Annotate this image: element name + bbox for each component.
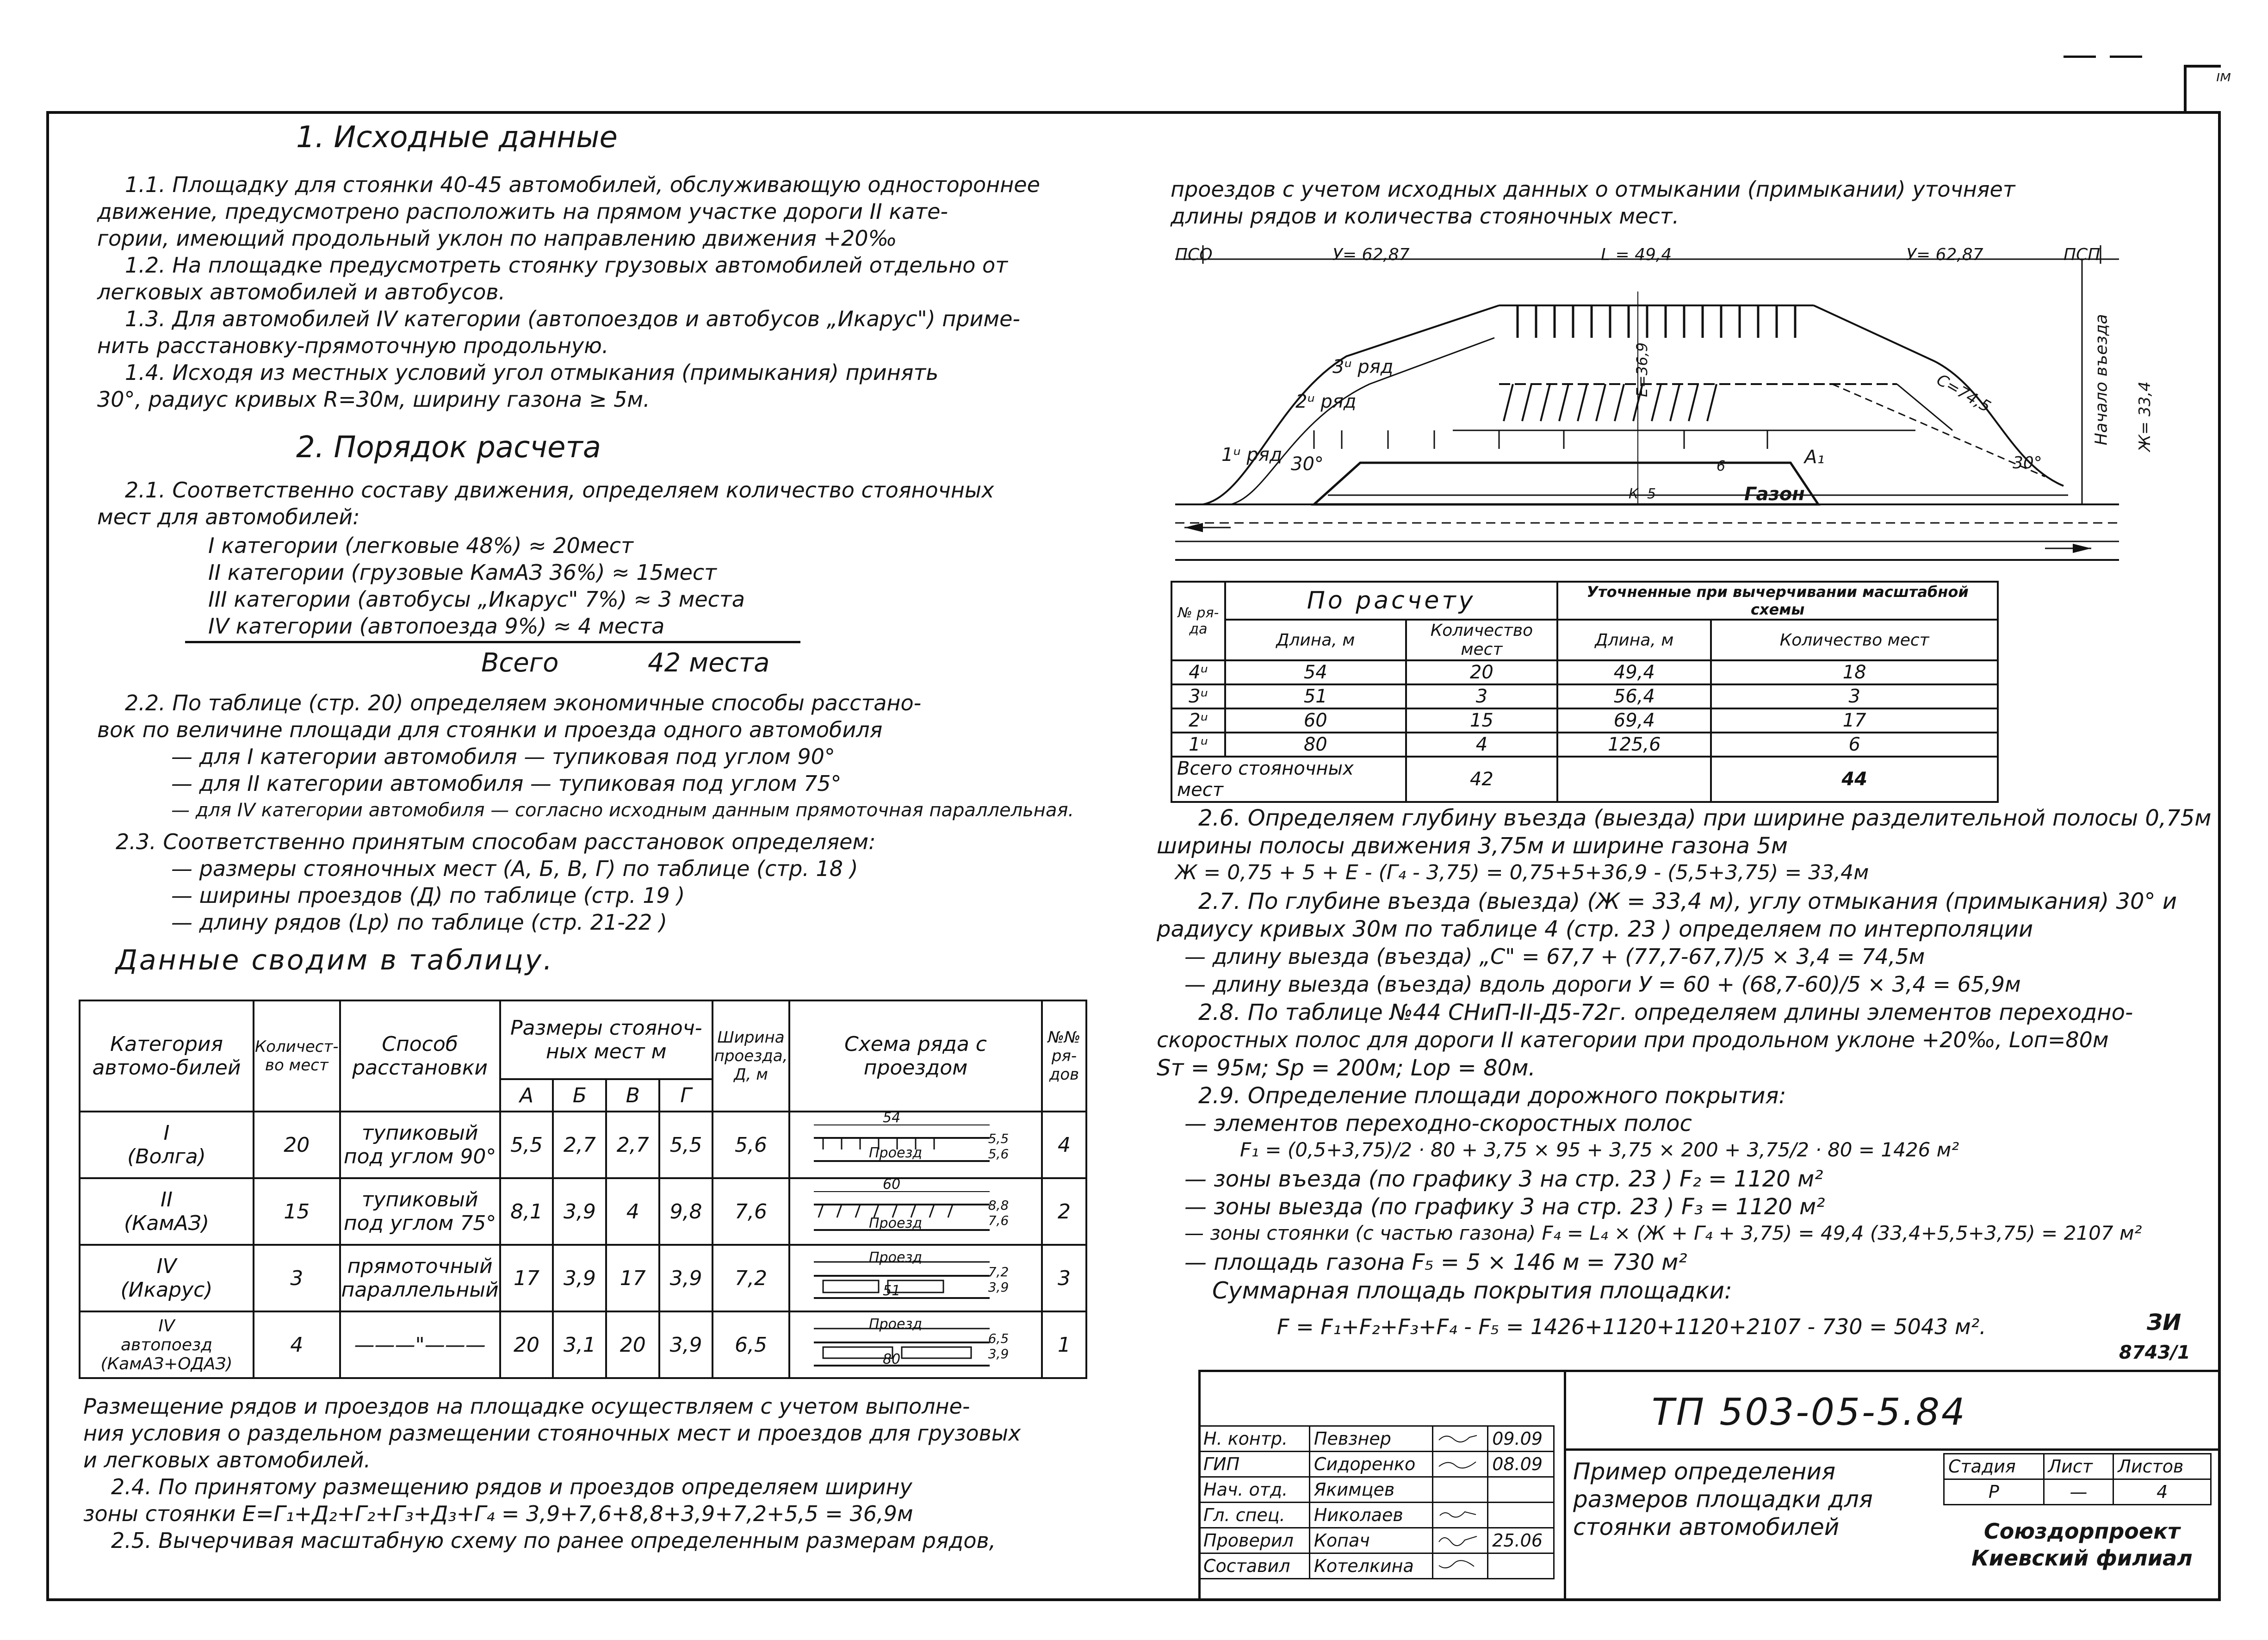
corner-tick-left [2064,56,2096,58]
th-sizes: Размеры стояноч-ных мест м [500,1000,713,1079]
cell-total: 42 [1406,757,1558,802]
signature-role: Проверил [1199,1528,1310,1553]
text-line: — ширины проездов (Д) по таблице (стр. 19 ) [171,883,685,908]
corner-tick-mid [2110,56,2142,58]
text-line: — размеры стояночных мест (А, Б, В, Г) по таблице (стр. 18 ) [171,856,858,881]
cell-v: 4 [606,1178,659,1245]
cell-name: (Волга) [127,1145,206,1168]
scheme-label: Проезд [869,1145,923,1161]
category-list [208,532,745,640]
text-line: гории, имеющий продольный уклон по направлению движения +20‰ [97,226,897,251]
cell-a: 5,5 [500,1112,553,1178]
section1-text [97,171,1040,413]
text-line: длины рядов и количества стояночных мест. [1171,204,1679,229]
text-line: — зоны выезда (по графику 3 на стр. 23 ) F₃ = 1120 м² [1184,1194,1825,1220]
scheme-label: Проезд [869,1316,923,1332]
cell-method: тупиковый под углом 75° [340,1178,500,1245]
cell-v: 20 [606,1311,659,1378]
doc-code: ТП 503-05-5.84 [1652,1391,1967,1434]
signature-date [1488,1503,1554,1528]
signature-role: Составил [1199,1553,1310,1579]
cell-method: тупиковый под углом 90° [340,1112,500,1178]
cell-cnt: 3 [1406,684,1558,708]
scheme-dims: 7,2 3,9 [988,1264,1009,1295]
summary-title: Данные сводим в таблицу. [116,944,554,976]
category-line: I категории (легковые 48%) ≈ 20мест [208,533,633,558]
text-line: легковых автомобилей и автобусов. [97,280,506,304]
text-line: 2.8. По таблице №44 СНиП-II-Д5-72г. определяем длины элементов переходно- [1198,1000,2133,1025]
stamp-code: 8743/1 [2119,1342,2190,1363]
cell-cat: II [161,1188,173,1211]
table-row [1171,708,1998,733]
diagram-y2-label: У= 62,87 [1906,245,1983,264]
cell-row: 3 [1042,1245,1086,1311]
cell-cnt2: 17 [1711,708,1998,733]
signature-scribble [1433,1528,1488,1553]
cell-g: 3,9 [659,1245,713,1311]
cell-len: 60 [1225,708,1406,733]
cell-g: 9,8 [659,1178,713,1245]
table-row [80,1112,1086,1178]
text-line: — для IV категории автомобиля — согласно исходным данным прямоточная параллельная. [171,800,1074,821]
signature-row [1199,1477,1554,1503]
text-line: Sт = 95м; Sр = 200м; Lор = 80м. [1157,1055,1536,1081]
cell-total2: 44 [1711,757,1998,802]
text-line: 1.1. Площадку для стоянки 40-45 автомобилей, обслуживающую одностороннее [125,172,1040,197]
corner-bracket [2184,65,2187,111]
stage-value: Р [1944,1479,2044,1505]
text-line: 2.6. Определяем глубину въезда (выезда) при ширине разделительной полосы 0,75м [1198,805,2212,831]
scheme-label: Проезд [869,1215,923,1231]
signature-scribble [1433,1553,1488,1579]
cell-len2: 125,6 [1557,733,1711,757]
text-line: 2.5. Вычерчивая масштабную схему по ранее определенным размерам рядов, [111,1528,996,1553]
text-line: 2.3. Соответственно принятым способам расстановок определяем: [116,829,876,854]
signature-scribble [1433,1426,1488,1452]
cell-d: 7,6 [713,1178,789,1245]
cell-len: 54 [1225,660,1406,684]
cell-name: (КамАЗ) [124,1211,210,1235]
signature-date: 08.09 [1488,1452,1554,1477]
text-line: 2.2. По таблице (стр. 20) определяем экономичные способы расстано- [125,690,922,715]
parking-table [79,1000,1087,1379]
total-value: 42 места [648,648,770,678]
text-line: — зоны въезда (по графику 3 на стр. 23 ) F₂ = 1120 м² [1184,1166,1823,1192]
sheets-header: Листов [2113,1454,2211,1479]
th-refined: Уточненные при вычерчивании масштабной схемы [1557,582,1998,620]
signature-date [1488,1477,1554,1503]
text-line: 2.7. По глубине въезда (выезда) (Ж = 33,4 м), углу отмыкания (примыкания) 30° и [1198,888,2177,914]
cell-d: 5,6 [713,1112,789,1178]
cell-b: 2,7 [553,1112,606,1178]
text-line: Размещение рядов и проездов на площадке осуществляем с учетом выполне- [83,1394,970,1419]
scheme-cell [789,1311,1042,1378]
corner-mark: ᴵᴹ [2216,69,2231,93]
signature-scribble-icon [1437,1558,1479,1572]
signature-scribble-icon [1437,1533,1479,1547]
text-line: вок по величине площади для стоянки и проезда одного автомобиля [97,717,883,742]
th-cnt2: Количество мест [1711,620,1998,660]
scheme-length: 60 [883,1176,901,1193]
diagram-a1-label: A₁ [1804,447,1825,468]
cell-n: 1ᵘ [1171,733,1225,757]
cell-cnt: 15 [1406,708,1558,733]
cell-d: 6,5 [713,1311,789,1378]
diagram-psp-label: ПСП [2064,245,2101,264]
th-b: Б [553,1079,606,1112]
title-block-divider [1564,1370,1566,1601]
th-width: Ширина проезда, Д, м [713,1000,789,1112]
signature-date: 25.06 [1488,1528,1554,1553]
cell-a: 8,1 [500,1178,553,1245]
cell-len2: 56,4 [1557,684,1711,708]
signature-role: Нач. отд. [1199,1477,1310,1503]
table-row [1171,660,1998,684]
cell-a: 20 [500,1311,553,1378]
cell-b: 3,9 [553,1178,606,1245]
scheme-length: 80 [883,1351,901,1367]
cell-g: 5,5 [659,1112,713,1178]
diagram-k-label: К [1629,486,1639,502]
text-line: — для II категории автомобиля — тупиковая под углом 75° [171,771,842,796]
th-calc: По расчету [1225,582,1557,620]
cell-cnt: 20 [1406,660,1558,684]
cell-len: 80 [1225,733,1406,757]
cell-count: 3 [254,1245,340,1311]
scheme-dims: 8,8 7,6 [988,1198,1009,1228]
signature-table [1198,1425,1555,1579]
cell-count: 15 [254,1178,340,1245]
th-scheme: Схема ряда с проездом [789,1000,1042,1112]
text-line: 1.2. На площадке предусмотреть стоянку грузовых автомобилей отдельно от [125,253,1008,278]
signature-scribble [1433,1452,1488,1477]
cell-cat: IV [158,1316,175,1336]
table-row [1171,733,1998,757]
signature-scribble-icon [1437,1507,1479,1521]
table-row [1171,684,1998,708]
cell-name: (Икарус) [120,1278,213,1302]
diagram-start-label: Начало въезда [2092,314,2111,446]
cell-cat: IV [156,1255,177,1278]
cell-g: 3,9 [659,1311,713,1378]
right-top-text [1171,176,2015,230]
diagram-six-label: 6 [1716,458,1726,474]
cell-v: 17 [606,1245,659,1311]
total-label: Всего [481,648,559,678]
section-2-2 [97,690,1074,824]
diagram-row1-label: 1ᵘ ряд [1221,444,1283,466]
diagram-c-label: С=74,5 [1933,370,1994,416]
signature-scribble [1433,1477,1488,1503]
signature-name: Певзнер [1309,1426,1432,1452]
sheet-header: Лист [2044,1454,2113,1479]
th-count: Количест-во мест [254,1000,340,1112]
diagram-e-label: E=36,9 [1633,342,1651,398]
cell-b: 3,9 [553,1245,606,1311]
cell-a: 17 [500,1245,553,1311]
total-underline [185,641,800,643]
cell-b: 3,1 [553,1311,606,1378]
scheme-dims: 6,5 3,9 [988,1331,1009,1361]
cell-row: 2 [1042,1178,1086,1245]
text-line: мест для автомобилей: [97,504,360,529]
cell-len2: 49,4 [1557,660,1711,684]
text-line: — длину рядов (Lр) по таблице (стр. 21-22 ) [171,910,667,935]
text-line: — площадь газона F₅ = 5 × 146 м = 730 м² [1184,1249,1687,1275]
signature-name: Котелкина [1309,1553,1432,1579]
corner-bracket-top [2184,65,2221,68]
section2-title: 2. Порядок расчета [296,430,601,465]
th-row-number: № ря-да [1171,582,1225,660]
category-line: III категории (автобусы „Икарус" 7%) ≈ 3 места [208,587,745,612]
text-line: и легковых автомобилей. [83,1447,371,1472]
cell-len: 51 [1225,684,1406,708]
diagram-five-label: 5 [1647,486,1656,502]
signature-row [1199,1553,1554,1579]
scheme-cell [789,1245,1042,1311]
diagram-row2-label: 2ᵘ ряд [1295,391,1357,412]
text-line: 1.4. Исходя из местных условий угол отмыкания (примыкания) принять [125,360,939,385]
signature-scribble-icon [1437,1456,1479,1470]
cell-method: ———"——— [340,1311,500,1378]
scheme-length: 54 [883,1110,901,1126]
cell-method: прямоточный параллельный [340,1245,500,1311]
text-line: радиусу кривых 30м по таблице 4 (стр. 23 ) определяем по интерполяции [1157,916,2033,942]
text-line: ширины полосы движения 3,75м и ширине газона 5м [1157,833,1788,859]
cell-n: 3ᵘ [1171,684,1225,708]
rows-table [1171,581,1999,803]
table-row [80,1311,1086,1378]
diagram-pso-label: ПСО [1175,245,1213,264]
stamp-mark: ЗИ [2147,1310,2181,1336]
th-len: Длина, м [1225,620,1406,660]
text-line: зоны стоянки E=Г₁+Д₂+Г₂+Г₃+Д₃+Г₄ = 3,9+7,6+8,8+3,9+7,2+5,5 = 36,9м [83,1501,913,1526]
signature-scribble-icon [1437,1431,1479,1445]
signature-date: 09.09 [1488,1426,1554,1452]
th-cnt: Количество мест [1406,620,1558,660]
scheme-cell [789,1112,1042,1178]
signature-row [1199,1528,1554,1553]
cell-cnt2: 3 [1711,684,1998,708]
signature-scribble [1433,1503,1488,1528]
text-line: — элементов переходно-скоростных полос [1184,1111,1692,1137]
text-line: Суммарная площадь покрытия площадки: [1212,1277,1732,1304]
text-line: — длину выезда (въезда) „С" = 67,7 + (77,7-67,7)/5 × 3,4 = 74,5м [1184,944,1925,969]
cell-cat: I [163,1121,170,1145]
scheme-cell [789,1178,1042,1245]
text-line: Ж = 0,75 + 5 + E - (Г₄ - 3,75) = 0,75+5+36,9 - (5,5+3,75) = 33,4м [1175,861,1869,884]
text-line: F₁ = (0,5+3,75)/2 · 80 + 3,75 × 95 + 3,75 × 200 + 3,75/2 · 80 = 1426 м² [1240,1138,1959,1161]
category-line: IV категории (автопоезда 9%) ≈ 4 места [208,614,665,639]
organization-name: Союздорпроект Киевский филиал [1971,1519,2193,1571]
table-row [80,1178,1086,1245]
cell-v: 2,7 [606,1112,659,1178]
stage-header: Стадия [1944,1454,2044,1479]
th-a: А [500,1079,553,1112]
cell-n: 4ᵘ [1171,660,1225,684]
signature-name: Якимцев [1309,1477,1432,1503]
text-line: 2.1. Соответственно составу движения, определяем количество стояночных [125,478,994,503]
signature-row [1199,1503,1554,1528]
section2-intro [97,477,994,530]
signature-name: Николаев [1309,1503,1432,1528]
cell-row: 1 [1042,1311,1086,1378]
doc-title: Пример определения размеров площадки для стоянки автомобилей [1573,1458,1873,1541]
scheme-label: Проезд [869,1249,923,1266]
scheme-dims: 5,5 5,6 [988,1131,1009,1162]
scheme-length: 51 [883,1283,901,1299]
th-len2: Длина, м [1557,620,1711,660]
text-line: нить расстановку-прямоточную продольную. [97,333,609,358]
section1-title: 1. Исходные данные [296,120,618,155]
text-line: 1.3. Для автомобилей IV категории (автопоездов и автобусов „Икарус") приме- [125,306,1021,331]
th-row: №№ ря-дов [1042,1000,1086,1112]
table-row [80,1245,1086,1311]
cell-count: 4 [254,1311,340,1378]
signature-name: Сидоренко [1309,1452,1432,1477]
category-line: II категории (грузовые КамАЗ 36%) ≈ 15мест [208,560,717,585]
cell-count: 20 [254,1112,340,1178]
left-bottom-text [83,1393,1021,1554]
diagram-zh-label: Ж= 33,4 [2135,381,2154,452]
cell-name: автопоезд (КамАЗ+ОДАЗ) [100,1335,233,1373]
diagram-y1-label: У= 62,87 [1332,245,1410,264]
th-v: В [606,1079,659,1112]
th-category: Категория автомо-билей [80,1000,254,1112]
text-line: — для I категории автомобиля — тупиковая под углом 90° [171,744,835,769]
signature-date [1488,1553,1554,1579]
th-g: Г [659,1079,713,1112]
signature-role: Н. контр. [1199,1426,1310,1452]
text-line: проездов с учетом исходных данных о отмыкании (примыкании) уточняет [1171,177,2015,202]
diagram-angle2-label: 30° [2013,453,2042,472]
table-total-row [1171,757,1998,802]
cell-cnt2: 6 [1711,733,1998,757]
th-method: Способ расстановки [340,1000,500,1112]
cell-len2: 69,4 [1557,708,1711,733]
section-2-3 [116,828,876,936]
text-line: ния условия о раздельном размещении стояночных мест и проездов для грузовых [83,1421,1021,1446]
text-line: скоростных полос для дороги II категории при продольном уклоне +20‰, Lоп=80м [1157,1027,2109,1052]
diagram-angle1-label: 30° [1291,453,1324,475]
title-block-hline [1564,1448,2218,1451]
text-line: 2.4. По принятому размещению рядов и проездов определяем ширину [111,1474,912,1499]
stage-table [1943,1453,2212,1505]
text-line: 2.9. Определение площади дорожного покрытия: [1198,1083,1786,1109]
cell-cnt: 4 [1406,733,1558,757]
signature-row [1199,1452,1554,1477]
text-line: F = F₁+F₂+F₃+F₄ - F₅ = 1426+1120+1120+2107 - 730 = 5043 м². [1277,1314,1986,1339]
sheets-value: 4 [2113,1479,2211,1505]
text-line: — зоны стоянки (с частью газона) F₄ = L₄ × (Ж + Г₄ + 3,75) = 49,4 (33,4+5,5+3,75) = 2107 м² [1184,1222,2142,1244]
cell-n: 2ᵘ [1171,708,1225,733]
sheet-value: — [2044,1479,2113,1505]
text-line: — длину выезда (въезда) вдоль дороги У = 60 + (68,7-60)/5 × 3,4 = 65,9м [1184,972,2021,997]
cell-cnt2: 18 [1711,660,1998,684]
text-line: движение, предусмотрено расположить на прямом участке дороги II кате- [97,199,948,224]
signature-row [1199,1426,1554,1452]
signature-role: Гл. спец. [1199,1503,1310,1528]
cell-total-label: Всего стояночных мест [1171,757,1406,802]
cell-d: 7,2 [713,1245,789,1311]
text-line: 30°, радиус кривых R=30м, ширину газона ≥ 5м. [97,387,650,412]
diagram-row3-label: 3ᵘ ряд [1332,356,1394,378]
signature-name: Копач [1309,1528,1432,1553]
diagram-gazon-label: Газон [1744,484,1805,505]
cell-row: 4 [1042,1112,1086,1178]
diagram-l-label: L = 49,4 [1601,245,1672,264]
signature-role: ГИП [1199,1452,1310,1477]
